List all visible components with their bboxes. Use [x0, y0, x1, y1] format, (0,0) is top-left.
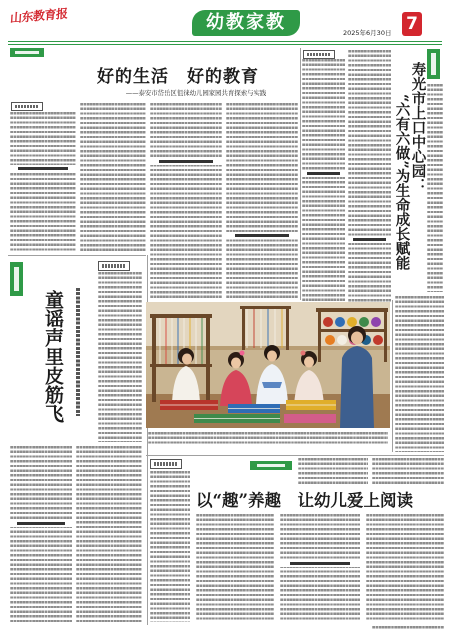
bottom-article-subheading: [280, 560, 360, 567]
issue-date: 2025年6月30日: [343, 29, 392, 37]
nursery-rhyme-byline: [98, 261, 130, 271]
right-article-body-column: [427, 84, 443, 292]
page-number: 7: [402, 12, 422, 36]
bottom-article-body-column: [298, 458, 368, 484]
section-banner: [192, 10, 300, 36]
photo-caption: [148, 432, 388, 446]
section-title: 幼教家教: [206, 12, 286, 33]
nursery-rhyme-body-column: [98, 272, 142, 442]
column-divider: [300, 48, 301, 300]
section-divider: [8, 255, 146, 256]
right-article-body-column: [395, 296, 444, 452]
photo-children-weaving: [146, 302, 390, 428]
main-article-subtitle: ——泰安市岱岳区徂徕幼儿园家园共育探索与实践: [125, 89, 267, 97]
right-article-subheading: [348, 236, 391, 243]
nursery-rhyme-body-column: [10, 446, 72, 622]
main-article-subheading: [226, 232, 298, 239]
bottom-article-byline: [150, 459, 182, 469]
right-article-section-tag: [427, 49, 440, 79]
right-article-headline: 寿光市上口中心园：: [409, 62, 427, 193]
right-article-subheading: [302, 170, 345, 177]
page-editor-credit: [372, 626, 444, 629]
main-article-byline: [11, 102, 43, 111]
column-divider: [392, 300, 393, 452]
nursery-rhyme-subtitle: [76, 288, 80, 416]
right-article-body-column: [302, 59, 345, 302]
bottom-article-body-column: [372, 458, 444, 484]
nursery-rhyme-body-column: [76, 446, 142, 622]
bottom-article-headline: 以“趣”养趣 让幼儿爱上阅读: [196, 491, 413, 510]
newspaper-logo: 山东教育报: [9, 6, 68, 26]
main-article-section-tag: [10, 48, 44, 57]
nursery-rhyme-headline: 童谣声里皮筋飞: [42, 290, 64, 423]
main-article-body-column: [226, 103, 298, 298]
right-article-headline-continued: “六有六做”为生命成长赋能: [393, 94, 411, 271]
right-article-body-column: [348, 50, 391, 302]
bottom-article-body-column: [280, 514, 360, 622]
main-article-body-column: [10, 112, 76, 251]
section-divider: [146, 455, 444, 456]
main-article-headline: 好的生活 好的教育: [97, 67, 259, 87]
bottom-article-section-tag: [250, 461, 292, 470]
main-article-subheading: [150, 158, 222, 165]
nursery-rhyme-subheading: [10, 520, 72, 527]
bottom-article-body-column: [366, 514, 444, 622]
right-article-byline: [303, 50, 335, 59]
nursery-rhyme-section-tag: [10, 262, 23, 296]
main-article-body-column: [150, 103, 222, 298]
bottom-article-body-column: [196, 514, 274, 622]
bottom-article-body-column: [150, 471, 190, 622]
masthead-rule-thin: [8, 44, 442, 45]
masthead-rule: [8, 41, 442, 42]
main-article-body-column: [80, 103, 146, 251]
main-article-subheading: [10, 165, 76, 172]
